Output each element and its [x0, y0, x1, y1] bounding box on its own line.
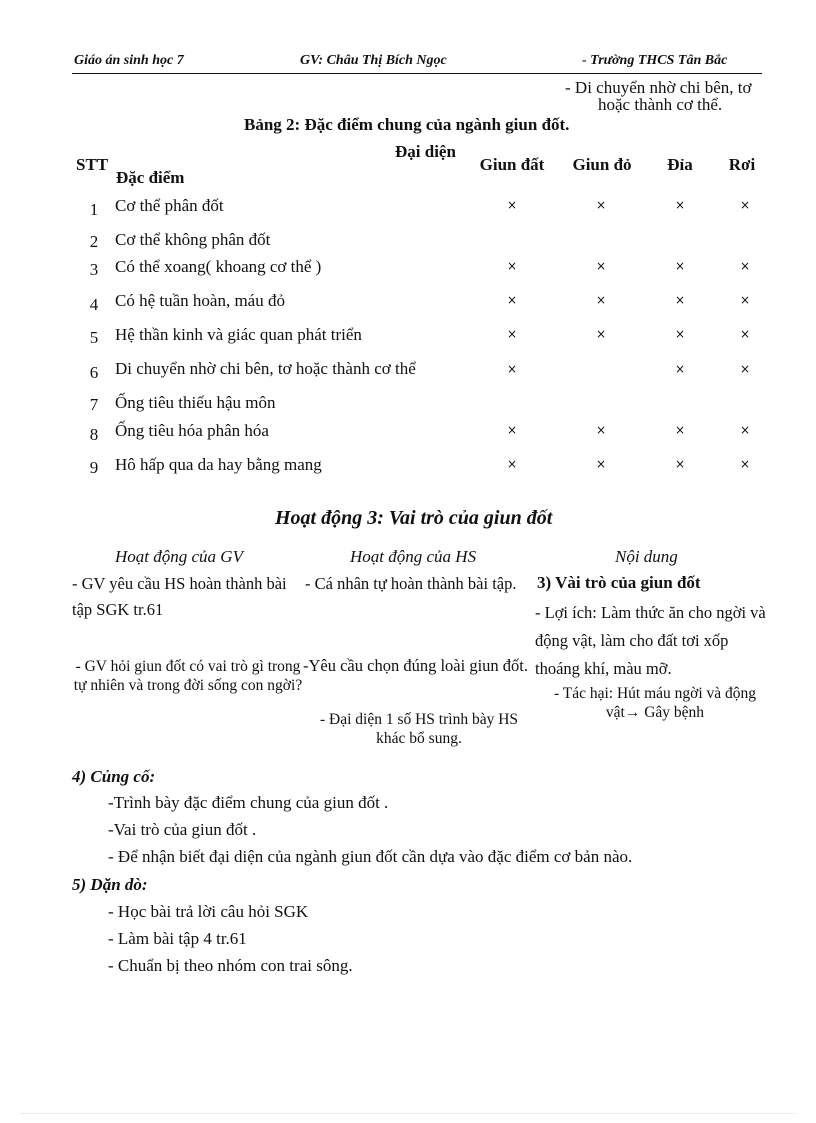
- row-stt: 7: [89, 395, 99, 414]
- column-header: Giun đất: [479, 155, 545, 174]
- homework-item: - Chuẩn bị theo nhóm con trai sông.: [108, 956, 353, 975]
- col-header-nd: Nội dung: [615, 547, 678, 566]
- row-stt: 3: [89, 260, 99, 279]
- row-trait: Ống tiêu hóa phân hóa: [115, 421, 269, 440]
- homework-item: - Làm bài tập 4 tr.61: [108, 929, 247, 948]
- row-trait: Hệ thần kinh và giác quan phát triển: [115, 325, 362, 344]
- check-mark: ×: [506, 327, 518, 341]
- row-stt: 2: [89, 232, 99, 251]
- check-mark: ×: [595, 423, 607, 437]
- column-header: Giun đỏ: [572, 155, 632, 174]
- check-mark: ×: [674, 293, 686, 307]
- table-header-stt: STT: [76, 155, 109, 174]
- consolidation-heading: 4) Củng cố:: [72, 767, 156, 786]
- header-school: - Trường THCS Tân Bắc: [582, 53, 728, 68]
- row-trait: Cơ thể không phân đốt: [115, 230, 271, 249]
- header-rule: [72, 73, 762, 74]
- gv-step-1: - GV yêu cầu HS hoàn thành bài tập SGK tr.61: [72, 574, 287, 619]
- col-header-gv: Hoạt động của GV: [115, 547, 243, 566]
- homework-heading: 5) Dặn dò:: [72, 875, 148, 894]
- table-header-representative: Đại diện: [395, 142, 456, 161]
- content-benefit: - Lợi ích: Làm thức ăn cho ngời và động vật, làm cho đất tơi xốp thoáng khí, màu mỡ.: [535, 603, 766, 678]
- row-trait: Có thể xoang( khoang cơ thể ): [115, 257, 322, 276]
- row-trait: Hô hấp qua da hay bằng mang: [115, 455, 322, 474]
- header-teacher: GV: Châu Thị Bích Ngọc: [300, 53, 447, 68]
- consolidation-item: - Để nhận biết đại diện của ngành giun đốt cần dựa vào đặc điểm cơ bản nào.: [108, 847, 633, 866]
- consolidation-item: -Trình bày đặc điểm chung của giun đốt .: [108, 793, 389, 812]
- check-mark: ×: [739, 457, 751, 471]
- hs-step-2: -Yêu cầu chọn đúng loài giun đốt.: [303, 656, 528, 675]
- check-mark: ×: [674, 423, 686, 437]
- check-mark: ×: [506, 293, 518, 307]
- check-mark: ×: [595, 457, 607, 471]
- check-mark: ×: [506, 198, 518, 212]
- column-header: Rơi: [728, 155, 756, 174]
- check-mark: ×: [595, 293, 607, 307]
- row-trait: Ống tiêu thiếu hậu môn: [115, 393, 276, 412]
- row-stt: 5: [89, 328, 99, 347]
- check-mark: ×: [739, 293, 751, 307]
- top-note-line2: hoặc thành cơ thể.: [598, 95, 723, 114]
- hs-step-3: - Đại diện 1 số HS trình bày HS khác bổ sung.: [319, 711, 519, 747]
- row-stt: 9: [89, 458, 99, 477]
- gv-step-2: - GV hỏi giun đốt có vai trò gì trong tự nhiên và trong đời sống con ngời?: [73, 658, 303, 694]
- header-subject: Giáo án sinh học 7: [74, 53, 184, 68]
- column-header: Đỉa: [667, 155, 693, 174]
- row-trait: Cơ thể phân đốt: [115, 196, 224, 215]
- consolidation-item: -Vai trò của giun đốt .: [108, 820, 257, 839]
- check-mark: ×: [506, 423, 518, 437]
- col-header-hs: Hoạt động của HS: [350, 547, 477, 566]
- check-mark: ×: [739, 423, 751, 437]
- check-mark: ×: [739, 362, 751, 376]
- homework-item: - Học bài trả lời câu hỏi SGK: [108, 902, 309, 921]
- row-trait: Di chuyển nhờ chi bên, tơ hoặc thành cơ thể: [115, 359, 416, 378]
- top-note-line1: - Di chuyển nhờ chi bên, tơ: [565, 78, 752, 97]
- check-mark: ×: [595, 198, 607, 212]
- check-mark: ×: [506, 259, 518, 273]
- row-stt: 4: [89, 295, 99, 314]
- check-mark: ×: [674, 362, 686, 376]
- check-mark: ×: [674, 198, 686, 212]
- content-harm: - Tác hại: Hút máu ngời và động vật→ Gây bệnh: [553, 685, 757, 721]
- row-stt: 8: [89, 425, 99, 444]
- check-mark: ×: [739, 198, 751, 212]
- check-mark: ×: [674, 457, 686, 471]
- check-mark: ×: [674, 259, 686, 273]
- check-mark: ×: [674, 327, 686, 341]
- check-mark: ×: [739, 327, 751, 341]
- row-trait: Có hệ tuần hoàn, máu đỏ: [115, 291, 285, 310]
- check-mark: ×: [739, 259, 751, 273]
- page-bottom-rule: [20, 1113, 796, 1114]
- content-heading: 3) Vài trò của giun đốt: [537, 573, 701, 592]
- table-title: Bảng 2: Đặc điểm chung của ngành giun đốt.: [244, 115, 570, 134]
- hs-step-1: - Cá nhân tự hoàn thành bài tập.: [305, 574, 517, 593]
- row-stt: 6: [89, 363, 99, 382]
- table-header-trait: Đặc điểm: [116, 168, 185, 187]
- check-mark: ×: [506, 457, 518, 471]
- activity3-title: Hoạt động 3: Vai trò của giun đốt: [275, 507, 553, 529]
- check-mark: ×: [595, 327, 607, 341]
- check-mark: ×: [506, 362, 518, 376]
- row-stt: 1: [89, 200, 99, 219]
- check-mark: ×: [595, 259, 607, 273]
